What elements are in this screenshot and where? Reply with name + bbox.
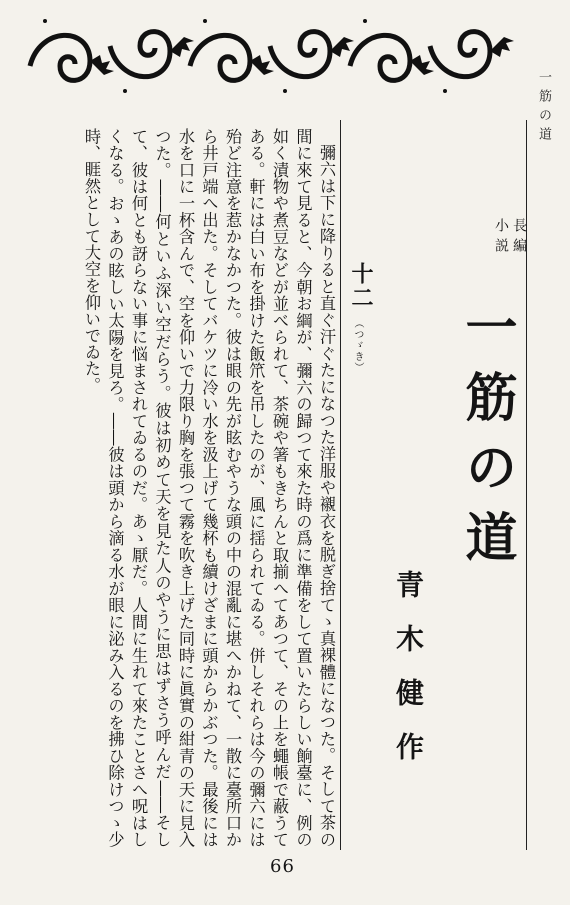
decorative-scroll-border: [20, 6, 530, 106]
genre-label-top: 長編: [511, 218, 527, 258]
body-paragraph: 彌六は下に降りると直ぐ汗ぐたになつた洋服や襯衣を脱ぎ捨てゝ真裸體になつた。そして茶の間に來て見ると、今朝お綱が、彌六の歸つて來た時の爲に準備をして置いたらしい餉臺に、例の如く漬物や煮豆などが並べられて、茶碗や箸もきちんと取揃へてあつて、その上を蠅帳で蔽うてある。軒には白い布を掛けた飯笊を吊したのが、風に揺られてゐる。併しそれらは今の彌六には殆ど注意を惹かなかつた。彼は眼の先が眩むやうな頭の中の混亂に堪へかねて、一散に臺所口から井戸端へ出た。そしてバケツに冷い水を汲上げて幾杯も續けざまに頭からかぶつた。最後には水を口に一杯含んで、空を仰いで力限り胸を張つて霧を吹き上げた同時に眞實の紺青の天に見入つた。――何といふ深い空だらう。彼は初めて天を見た人のやうに思はずさう呼んだ――そして、彼は何とも訝らない事に悩まされてゐるのだ。あゝ厭だ。人間に生れて來たことさへ呪はしくなる。おゝあの眩しい太陽を見ろ。――彼は頭から滴る水が眼に泌み入るのを拂ひ除けつゝ少時、睚然として大空を仰いでゐた。: [82, 128, 336, 848]
story-title: 一筋の道: [456, 300, 517, 580]
author-name: 青木健作: [392, 570, 425, 786]
genre-label-bottom: 小説: [493, 218, 509, 258]
column-divider: [340, 120, 341, 850]
page-number: 66: [270, 856, 295, 877]
running-head: 一筋の道: [536, 70, 551, 146]
chapter-continued-note: （つゞき）: [352, 318, 363, 373]
chapter-number: 十二: [348, 262, 374, 310]
body-text: [38, 128, 338, 848]
